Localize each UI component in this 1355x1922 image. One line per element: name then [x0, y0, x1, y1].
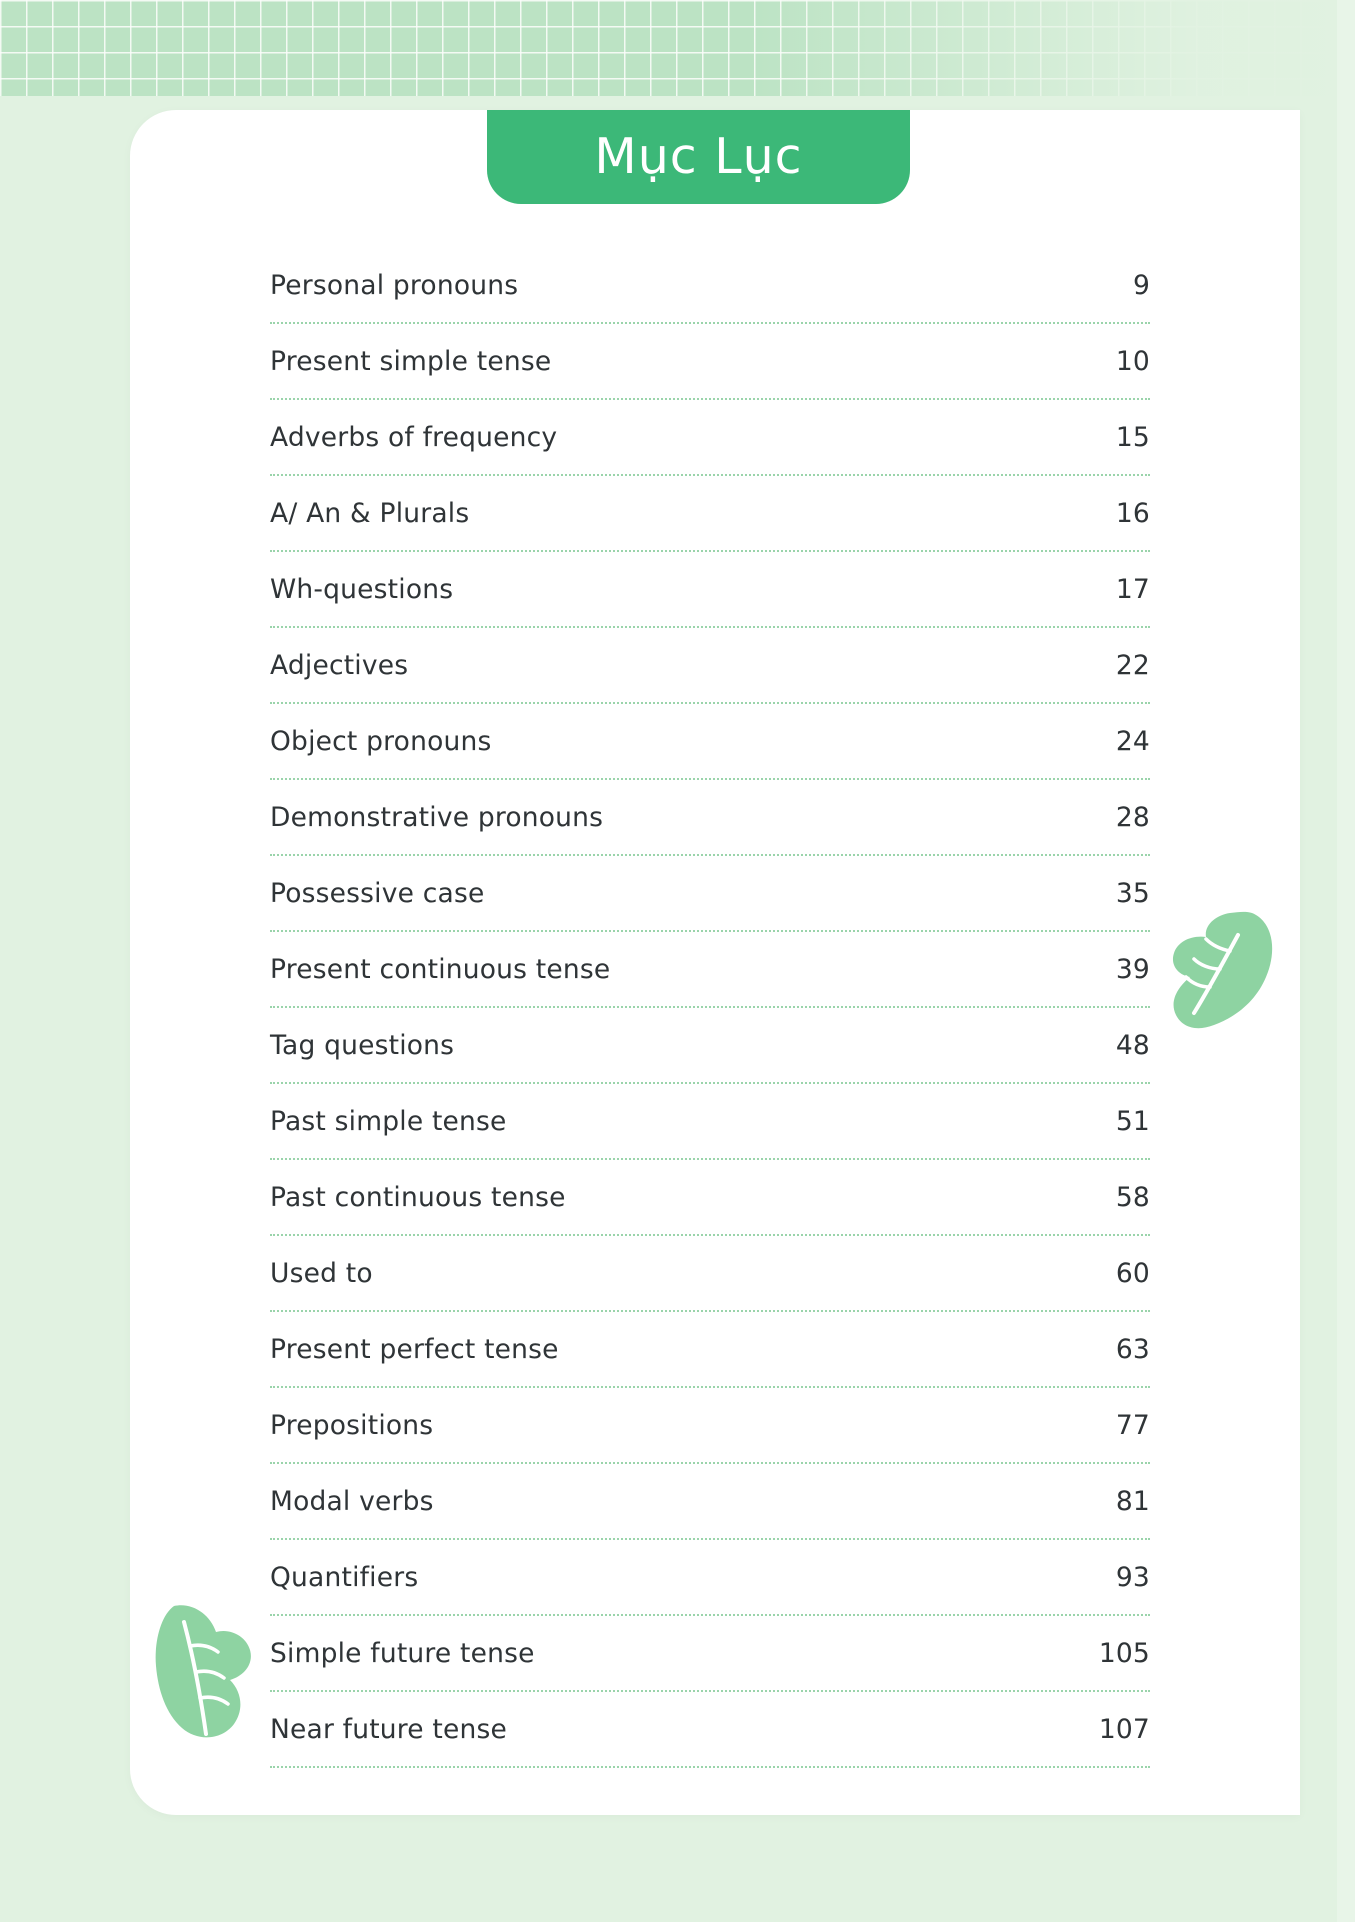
toc-entry[interactable] [270, 1312, 1150, 1388]
toc-entry-title: Possessive case [270, 877, 485, 909]
table-of-contents [270, 248, 1150, 1768]
toc-entry-title: Object pronouns [270, 725, 492, 757]
toc-entry-title: Prepositions [270, 1409, 434, 1441]
toc-entry-page: 105 [1098, 1637, 1150, 1669]
toc-entry[interactable] [270, 400, 1150, 476]
toc-entry-title: Tag questions [270, 1029, 455, 1061]
toc-entry-page: 15 [1115, 421, 1150, 453]
toc-entry[interactable] [270, 1388, 1150, 1464]
toc-entry-title: Quantifiers [270, 1561, 419, 1593]
toc-entry[interactable] [270, 1160, 1150, 1236]
toc-entry[interactable] [270, 1616, 1150, 1692]
toc-entry[interactable] [270, 1540, 1150, 1616]
toc-entry[interactable] [270, 248, 1150, 324]
toc-entry-page: 60 [1115, 1257, 1150, 1289]
toc-entry-page: 107 [1098, 1713, 1150, 1745]
page-title: Mục Lục [594, 128, 803, 185]
toc-entry[interactable] [270, 476, 1150, 552]
toc-entry-title: Used to [270, 1257, 373, 1289]
toc-entry[interactable] [270, 780, 1150, 856]
toc-entry-page: 51 [1115, 1105, 1150, 1137]
toc-entry-title: Modal verbs [270, 1485, 434, 1517]
toc-entry-page: 10 [1115, 345, 1150, 377]
toc-entry-title: Near future tense [270, 1713, 508, 1745]
toc-entry-page: 81 [1115, 1485, 1150, 1517]
toc-entry-title: Simple future tense [270, 1637, 535, 1669]
toc-entry-title: Past simple tense [270, 1105, 507, 1137]
toc-entry-title: Adjectives [270, 649, 409, 681]
toc-entry-title: Present simple tense [270, 345, 552, 377]
toc-entry-title: Present perfect tense [270, 1333, 559, 1365]
page-right-edge [1337, 0, 1355, 1922]
toc-entry[interactable] [270, 1464, 1150, 1540]
toc-entry[interactable] [270, 324, 1150, 400]
title-banner [487, 110, 910, 204]
toc-entry-page: 16 [1115, 497, 1150, 529]
toc-entry[interactable] [270, 856, 1150, 932]
toc-entry-title: Demonstrative pronouns [270, 801, 604, 833]
grid-pattern-fade [0, 0, 1355, 96]
toc-entry[interactable] [270, 704, 1150, 780]
toc-entry-page: 58 [1115, 1181, 1150, 1213]
toc-entry-title: Past continuous tense [270, 1181, 566, 1213]
toc-entry-page: 63 [1115, 1333, 1150, 1365]
toc-entry[interactable] [270, 1692, 1150, 1768]
toc-entry[interactable] [270, 1008, 1150, 1084]
toc-entry[interactable] [270, 932, 1150, 1008]
toc-entry-title: Adverbs of frequency [270, 421, 558, 453]
toc-entry-page: 77 [1115, 1409, 1150, 1441]
toc-entry-page: 17 [1115, 573, 1150, 605]
toc-entry-page: 22 [1115, 649, 1150, 681]
toc-entry[interactable] [270, 628, 1150, 704]
toc-entry-page: 9 [1132, 269, 1150, 301]
toc-entry-title: A/ An & Plurals [270, 497, 470, 529]
toc-entry-title: Present continuous tense [270, 953, 611, 985]
toc-entry-title: Wh-questions [270, 573, 454, 605]
toc-entry-page: 35 [1115, 877, 1150, 909]
toc-entry-page: 48 [1115, 1029, 1150, 1061]
toc-entry[interactable] [270, 1236, 1150, 1312]
toc-entry[interactable] [270, 1084, 1150, 1160]
toc-entry-page: 28 [1115, 801, 1150, 833]
toc-entry-page: 24 [1115, 725, 1150, 757]
toc-entry-page: 93 [1115, 1561, 1150, 1593]
toc-entry-page: 39 [1115, 953, 1150, 985]
toc-entry-title: Personal pronouns [270, 269, 519, 301]
toc-entry[interactable] [270, 552, 1150, 628]
